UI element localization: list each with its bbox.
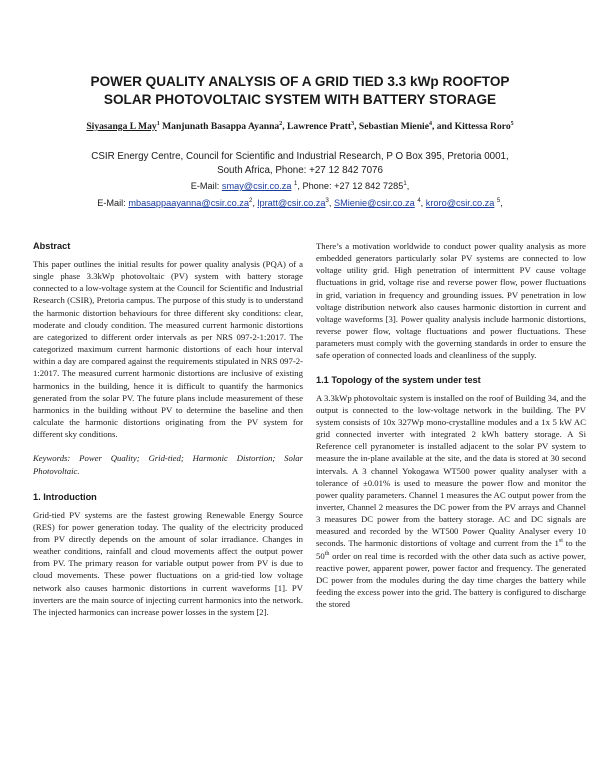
ordinal-th: th [324, 550, 330, 557]
author-4-sup: 4 [428, 120, 432, 127]
author-3-sup: 3 [351, 120, 355, 127]
topology-paragraph [316, 392, 586, 611]
affiliation [40, 150, 560, 177]
author-1: Siyasanga L May [86, 121, 157, 132]
email-3-sup: 3 [325, 197, 329, 204]
phone-text: , Phone: +27 12 842 7285 [297, 181, 404, 191]
contact-line-1-end: , [406, 181, 410, 191]
introduction-heading: 1. Introduction [33, 491, 97, 502]
email-4-sup: 4 [417, 197, 421, 204]
motivation-paragraph: There’s a motivation worldwide to conduct power quality analysis as more embedded generators particularly solar PV systems are connected to low voltage utility grid. High penetration of intermittent PV cause voltage fluctuations in grid, voltage rise and reverse power flow, power fluctuations in grid, variation in frequency and grounding issues. PV penetration in low voltage distribution network also causes harmonic distortion in current and voltage waveforms [3]. Power quality analysis include harmonic distortions, reverse power flow, voltage fluctuations and power fluctuations. These parameters must comply with the governing standards in order to ensure the safe operation of connected loads and cleanliness of the supply. [316, 241, 586, 361]
contact-line-1 [40, 180, 560, 192]
separator: , [328, 198, 334, 208]
email-5-sup: 5 [496, 197, 501, 204]
author-1-sup: 1 [156, 120, 160, 127]
contact-line-2 [20, 197, 580, 209]
topology-text-b: to the 50 [316, 538, 587, 561]
email-link-3[interactable]: lpratt@csir.co.za [257, 198, 326, 208]
email-link-5[interactable]: kroro@csir.co.za [425, 198, 495, 208]
email-link-4[interactable]: SMienie@csir.co.za [333, 198, 415, 208]
phone-sup: 1 [403, 180, 407, 187]
author-2-sup: 2 [279, 120, 283, 127]
author-2: Manjunath Basappa Ayanna [159, 121, 280, 132]
abstract-text: This paper outlines the initial results for power quality analysis (PQA) of a single phase 3.3kWp photovoltaic (PV) system with battery storage connected to a low-voltage system at the Council for Scientific and Industrial Research (CSIR), Pretoria campus. The purpose of this study is to understand the harmonic distortion behaviours for three different sky conditions: clear, moderate and cloudy condition. The measured current harmonic distortions are categorized to different order intervals as per NRS 097-2-1:2017. The categorized maximum current harmonic distortions of each hour interval within a day are compared against the requirements stipulated in NRS 097-2-1:2017. The measured current harmonic distortions are inclusive of existing harmonics in the building, hence it is difficult to quantify the harmonics generated from the solar PV. The future plans include measurement of these harmonics in the building without PV to determine the baseline and then calculate the harmonic distortions originating from the PV system for different sky conditions. [33, 259, 303, 440]
author-4: , Sebastian Mienie [354, 121, 429, 132]
email-2-sup: 2 [249, 197, 253, 204]
email-label-2: E-Mail: [97, 198, 129, 208]
right-column [316, 240, 586, 610]
topology-heading: 1.1 Topology of the system under test [316, 374, 481, 385]
email-label: E-Mail: [190, 181, 222, 191]
title-line-1: POWER QUALITY ANALYSIS OF A GRID TIED 3.3 kWp ROOFTOP [90, 74, 510, 89]
topology-text-c: order on real time is recorded with the other data such as active power, reactive power, apparent power, power factor and frequency. The generated DC power from the modules during the day time charges the battery while feeding the excess power into the grid. The battery is configured to discharge the stored [316, 550, 586, 610]
topology-text-a: A 3.3kWp photovoltaic system is installed on the roof of Building 34, and the output is connected to the low-voltage network in the building. The PV system consists of 10x 327Wp mono-crystalline modules and a 1x 5 kW AC grid connected inverter with integrated 2 kWh battery storage. A Si Reference cell pyranometer is installed adjacent to the solar PV system to measure the in-plane available at the site, and the data is stored at 30 second intervals. A 3 channel Yokogawa WT500 power quality analyser with a tolerance of ±0.01% is used to measure the power flow and monitor the power quality parameters. Channel 1 measures the AC output power from the inverter, Channel 2 measures the DC power from the PV arrays and Channel 3 measures DC power from the battery storage. AC and DC signals are measured and recorded by the WT500 Power Quality Analyser every 10 seconds. The harmonic distortions of voltage and current from the 1 [316, 392, 587, 549]
email-link-1[interactable]: smay@csir.co.za [221, 181, 292, 191]
affiliation-line-1: CSIR Energy Centre, Council for Scientific and Industrial Research, P O Box 395, Pretoria 0001, [91, 151, 509, 162]
left-column [33, 240, 303, 618]
affiliation-line-2: South Africa, Phone: +27 12 842 7076 [217, 164, 383, 176]
author-5-sup: 5 [510, 120, 514, 127]
email-link-2[interactable]: mbasappaayanna@csir.co.za [128, 198, 249, 208]
author-list [20, 121, 580, 133]
separator: , [420, 198, 426, 208]
keywords: Keywords: Power Quality; Grid-tied; Harmonic Distortion; Solar Photovoltaic. [33, 453, 303, 476]
introduction-text: Grid-tied PV systems are the fastest growing Renewable Energy Source (RES) for power generation today. The quality of the electricity produced from PV directly depends on the amount of solar irradiance. Changes in weather conditions, rainfall and cloud movements affect the output power from PV. The primary reason for variable output power from PV is due to cloud movements. These power fluctuations on a grid-tied low voltage network also causes harmonic distortions in current waveforms [1]. PV inverters are the main source of injecting current harmonics into the network. The injected harmonics can increase power losses in the system [2]. [33, 509, 303, 617]
paper-title [40, 73, 560, 109]
contact-line-2-end: , [500, 198, 503, 208]
author-5: , and Kittessa Roro [431, 121, 511, 132]
ordinal-st: st [558, 538, 563, 545]
title-line-2: SOLAR PHOTOVOLTAIC SYSTEM WITH BATTERY STORAGE [103, 92, 497, 107]
abstract-heading: Abstract [33, 241, 71, 251]
email-1-sup: 1 [294, 180, 298, 187]
separator: , [252, 198, 258, 208]
author-3: , Lawrence Pratt [282, 121, 352, 132]
